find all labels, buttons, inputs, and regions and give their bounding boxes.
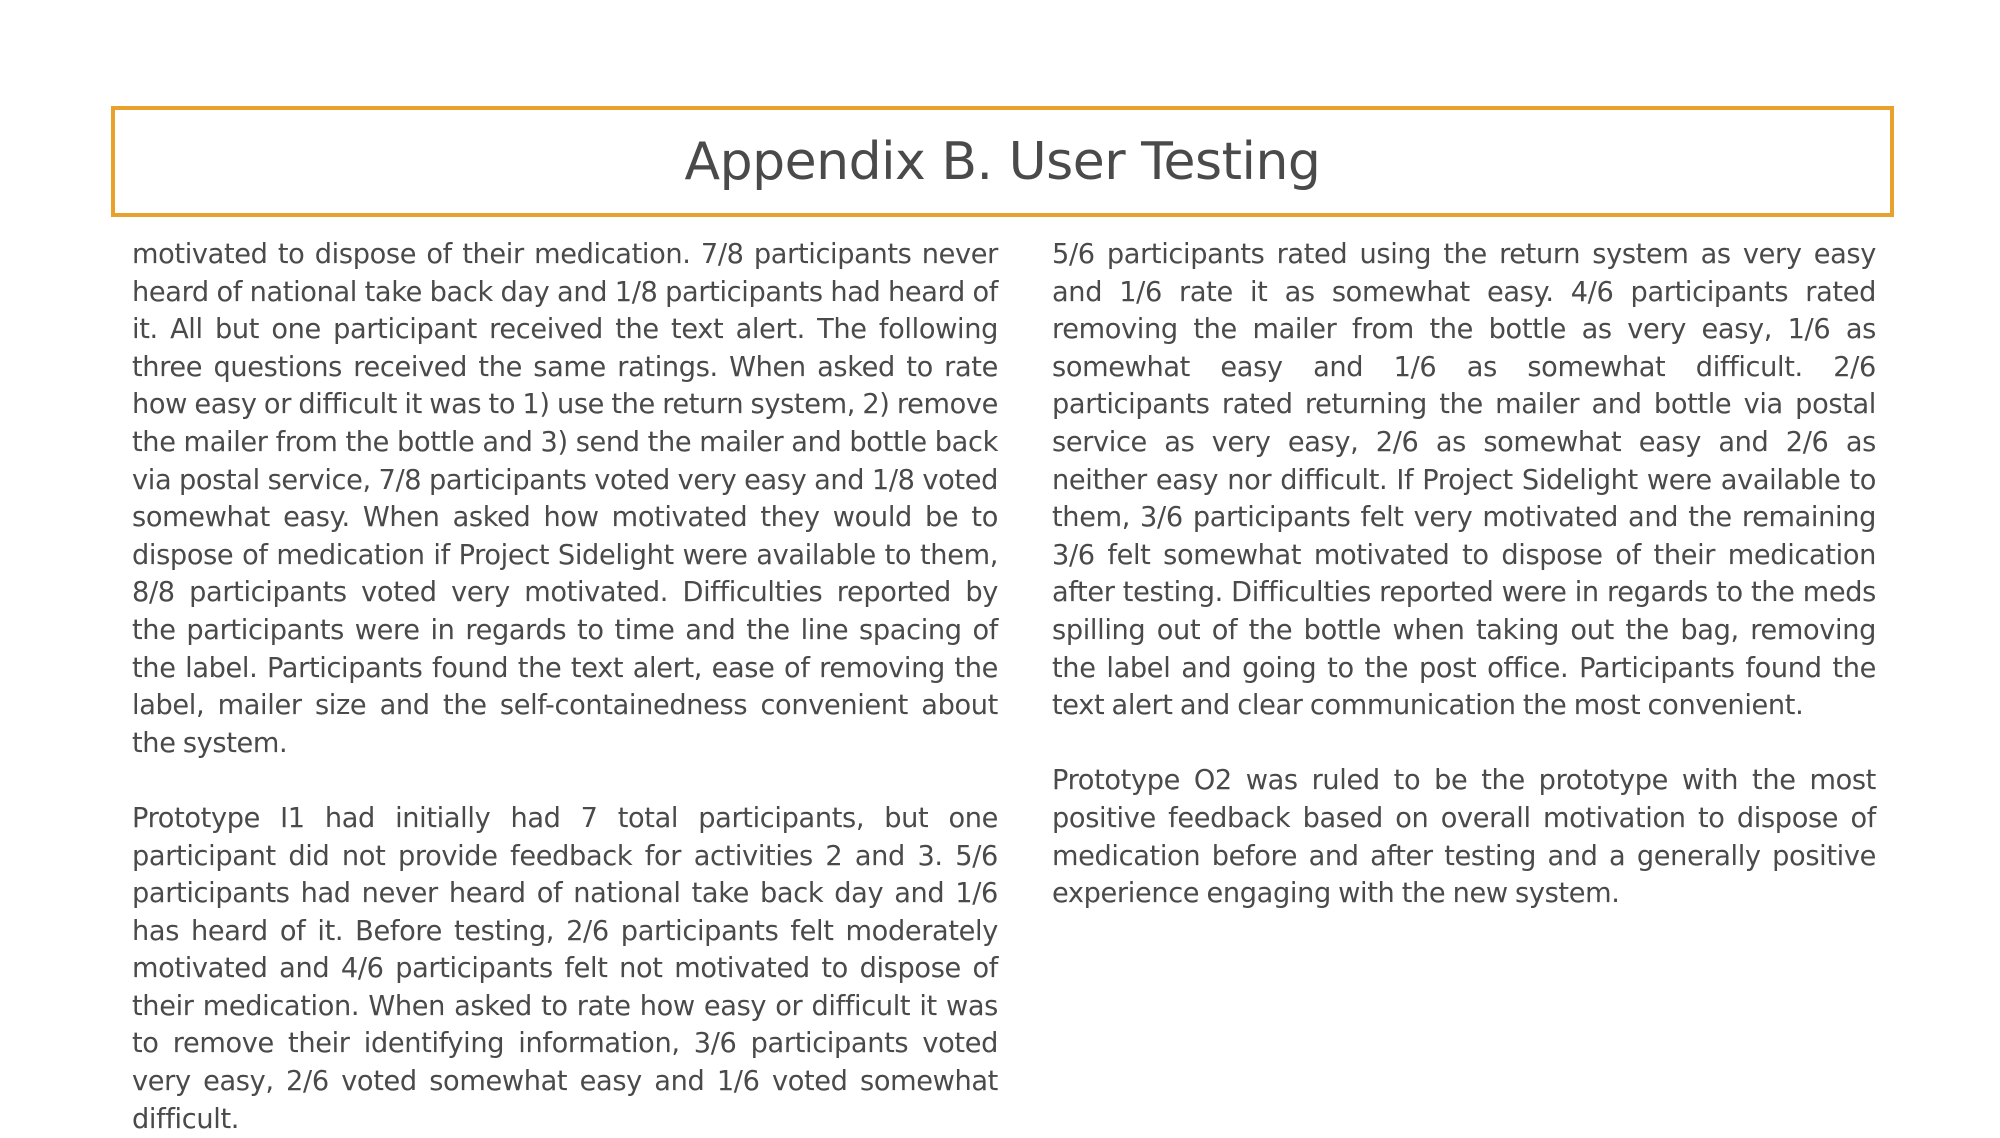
left-column [132,236,998,1138]
right-paragraph-1: 5/6 participants rated using the return system as very easy and 1/6 rate it as somewhat easy. 4/6 participants rated removing the mailer from the bottle as very easy, 1/6 as somewhat easy and 1/6 as somewhat difficult. 2/6 participants rated returning the mailer and bottle via postal service as very easy, 2/6 as somewhat easy and 2/6 as neither easy nor difficult. If Project Sidelight were available to them, 3/6 participants felt very motivated and the remaining 3/6 felt somewhat motivated to dispose of their medication after testing. Difficulties reported were in regards to the meds spilling out of the bottle when taking out the bag, removing the label and going to the post office. Participants found the text alert and clear communication the most convenient. [1052,239,1876,722]
right-paragraph-2: Prototype O2 was ruled to be the prototype with the most positive feedback based on overall motivation to dispose of medication before and after testing and a generally positive experience engaging with the new system. [1052,765,1876,910]
page-title: Appendix B. User Testing [684,131,1321,192]
right-column [1052,236,1876,913]
left-paragraph-2: Prototype I1 had initially had 7 total participants, but one participant did not provide feedback for activities 2 and 3. 5/6 participants had never heard of national take back day and 1/6 has heard of it. Before testing, 2/6 participants felt moderately motivated and 4/6 participants felt not motivated to dispose of their medication. When asked to rate how easy or difficult it was to remove their identifying information, 3/6 participants voted very easy, 2/6 voted somewhat easy and 1/6 voted somewhat difficult. [132,802,998,1135]
title-box [111,106,1894,217]
left-paragraph-1: motivated to dispose of their medication. 7/8 participants never heard of national take back day and 1/8 participants had heard of it. All but one participant received the text alert. The following three questions received the same ratings. When asked to rate how easy or difficult it was to 1) use the return system, 2) remove the mailer from the bottle and 3) send the mailer and bottle back via postal service, 7/8 participants voted very easy and 1/8 voted somewhat easy. When asked how motivated they would be to dispose of medication if Project Sidelight were available to them, 8/8 participants voted very motivated. Difficulties reported by the participants were in regards to time and the line spacing of the label. Participants found the text alert, ease of removing the label, mailer size and the self-containedness convenient about the system. [132,239,998,759]
